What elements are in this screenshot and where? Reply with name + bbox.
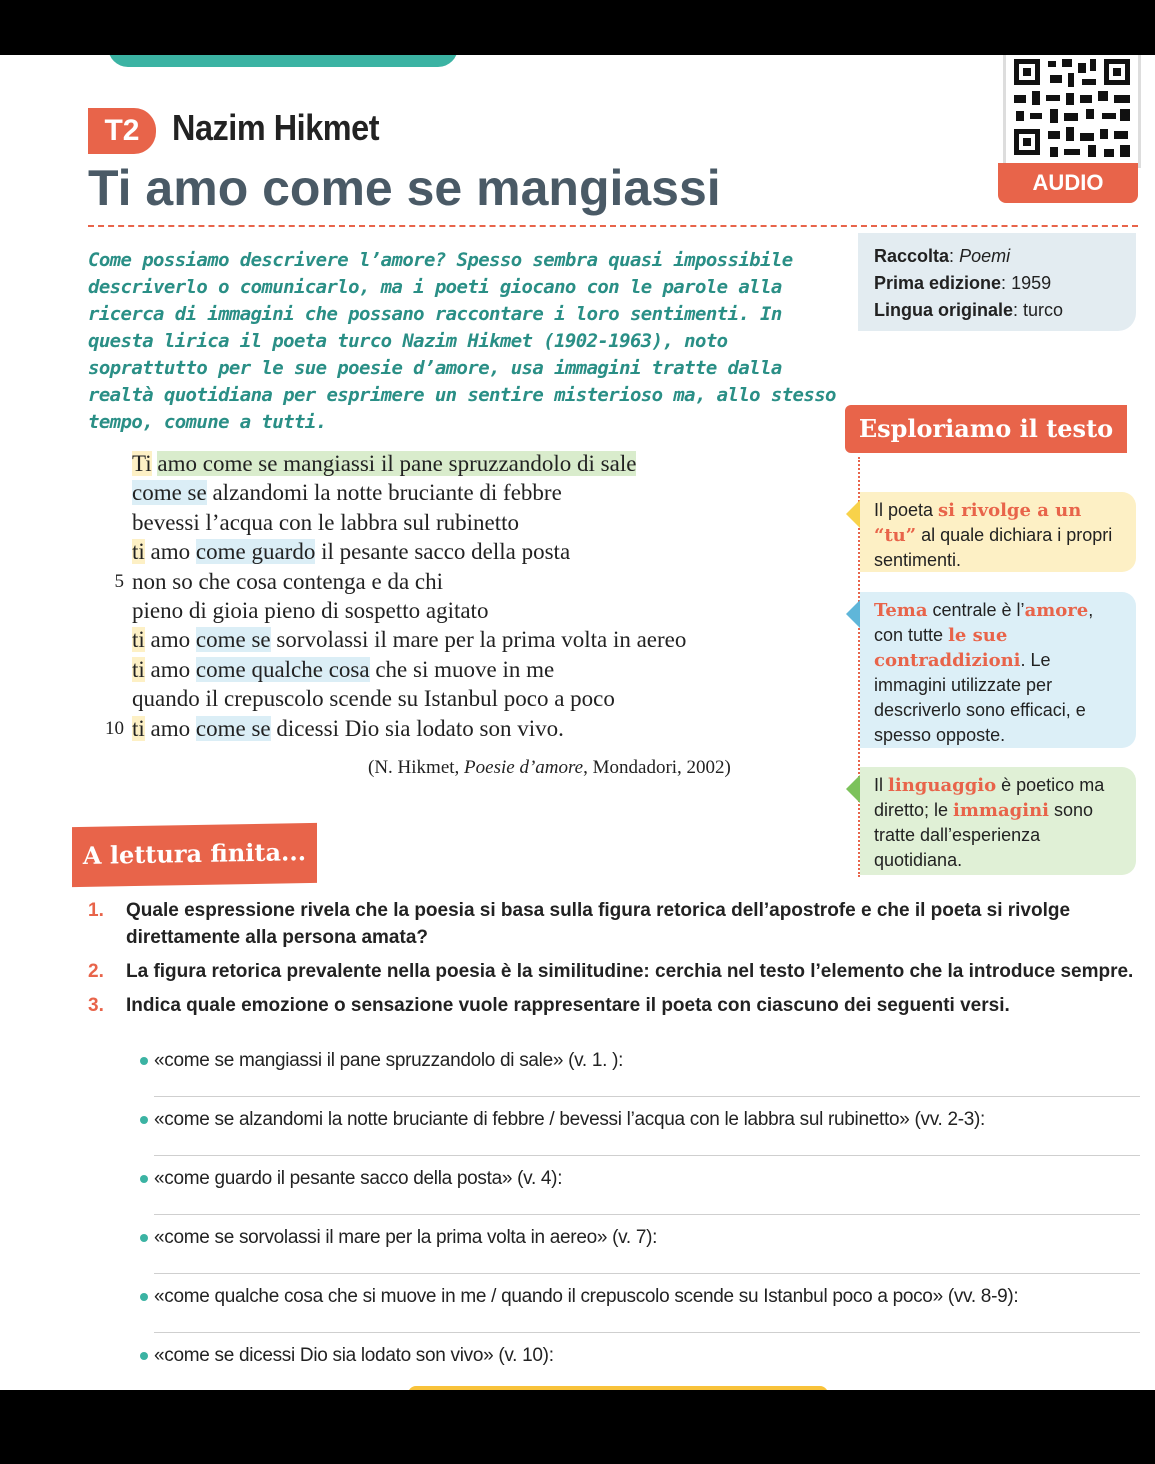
header-divider <box>88 225 1138 227</box>
info-raccolta: Raccolta: Poemi <box>874 246 1011 266</box>
list-item: «come se sorvolassi il mare per la prima volta in aereo» (v. 7): <box>140 1224 1140 1283</box>
list-item: «come se alzandomi la notte bruciante di febbre / bevessi l’acqua con le labbra sul rubinetto» (vv. 2-3): <box>140 1106 1140 1165</box>
poem-line-5: 5 non so che cosa contenga e da chi <box>132 567 686 596</box>
poem-line-8: ti amo come qualche cosa che si muove in me <box>132 656 555 682</box>
annotation-note-language: Il linguaggio è poetico ma diretto; le immagini sono tratte dall’esperienza quotidiana. <box>860 767 1136 875</box>
bullet-icon <box>140 1116 148 1124</box>
poem <box>105 449 687 743</box>
answer-line[interactable] <box>154 1273 1140 1274</box>
annotation-note-apostrophe: Il poeta si rivolge a un “tu” al quale dichiara i propri sentimenti. <box>860 492 1136 572</box>
section-banner-finish: A lettura finita... <box>72 823 317 887</box>
bullet-icon <box>140 1057 148 1065</box>
note-pointer <box>846 500 860 528</box>
question-3: 3. Indica quale emozione o sensazione vuole rappresentare il poeta con ciascuno dei seguenti versi. <box>88 995 1010 1016</box>
top-decoration-band <box>108 55 458 67</box>
annotation-note-theme: Tema centrale è l’amore, con tutte le sue contraddizioni. Le immagini utilizzate per descriverlo sono efficaci, e spesso opposte. <box>860 592 1136 748</box>
poem-source: (N. Hikmet, Poesie d’amore, Mondadori, 2002) <box>368 757 731 778</box>
intro-paragraph: Come possiamo descrivere l’amore? Spesso sembra quasi impossibile descriverlo o comunicarlo, ma i poeti giocano con le parole alla ricerca di immagini che possano raccontare i loro sentimenti. In questa lirica il poeta turco Nazim Hikmet (1902-1963), noto soprattutto per le sue poesie d’amore, usa immagini tratte dalla realtà quotidiana per esprimere un sentire misterioso ma, allo stesso tempo, comune a tutti. <box>88 249 836 433</box>
bullet-icon <box>140 1352 148 1360</box>
page-title: Ti amo come se mangiassi <box>88 160 721 216</box>
bullet-icon <box>140 1175 148 1183</box>
poem-line-3: bevessi l’acqua con le labbra sul rubinetto <box>132 509 520 535</box>
list-item: «come se dicessi Dio sia lodato son vivo» (v. 10): <box>140 1342 1140 1390</box>
answer-line[interactable] <box>154 1214 1140 1215</box>
answer-line[interactable] <box>154 1332 1140 1333</box>
section-banner-explore: Esploriamo il testo <box>845 405 1127 453</box>
line-number: 10 <box>105 717 124 739</box>
text-number-badge: T2 <box>88 108 156 154</box>
note-pointer <box>846 775 860 803</box>
info-lingua: Lingua originale: turco <box>874 300 1064 320</box>
question-2: 2. La figura retorica prevalente nella poesia è la similitudine: cerchia nel testo l’elemento che la introduce sempre. <box>88 961 1134 982</box>
poem-line-1: Ti amo come se mangiassi il pane spruzzandolo di sale <box>132 451 637 476</box>
line-number: 5 <box>114 570 124 592</box>
textbook-page <box>0 55 1155 1390</box>
list-item: «come guardo il pesante sacco della posta» (v. 4): <box>140 1165 1140 1224</box>
poem-line-7: ti amo come se sorvolassi il mare per la prima volta in aereo <box>132 627 687 653</box>
bullet-icon <box>140 1234 148 1242</box>
info-edizione: Prima edizione: 1959 <box>874 273 1052 293</box>
question-1: 1. Quale espressione rivela che la poesia si basa sulla figura retorica dell’apostrofe e che il poeta si rivolge direttamente alla persona amata? <box>88 900 1071 948</box>
audio-button[interactable]: AUDIO <box>998 163 1138 203</box>
verse-answer-list <box>140 1047 1140 1390</box>
bottom-decoration-band <box>408 1386 828 1390</box>
answer-line[interactable] <box>154 1096 1140 1097</box>
poem-line-10: 10 ti amo come se dicessi Dio sia lodato son vivo. <box>132 714 686 743</box>
note-pointer <box>846 600 860 628</box>
poem-line-4: ti amo come guardo il pesante sacco della posta <box>132 539 571 565</box>
poem-line-2: come se alzandomi la notte bruciante di febbre <box>132 480 562 506</box>
info-box <box>858 233 1136 331</box>
poem-line-9: quando il crepuscolo scende su Istanbul poco a poco <box>132 686 615 712</box>
questions-list <box>88 897 1138 1026</box>
qr-code-icon[interactable] <box>1003 55 1141 168</box>
poem-line-6: pieno di gioia pieno di sospetto agitato <box>132 597 489 623</box>
answer-line[interactable] <box>154 1155 1140 1156</box>
bullet-icon <box>140 1293 148 1301</box>
list-item: «come se mangiassi il pane spruzzandolo di sale» (v. 1. ): <box>140 1047 1140 1106</box>
author-name: Nazim Hikmet <box>172 107 380 148</box>
list-item: «come qualche cosa che si muove in me / quando il crepuscolo scende su Istanbul poco a poco» (vv. 8-9): <box>140 1283 1140 1342</box>
